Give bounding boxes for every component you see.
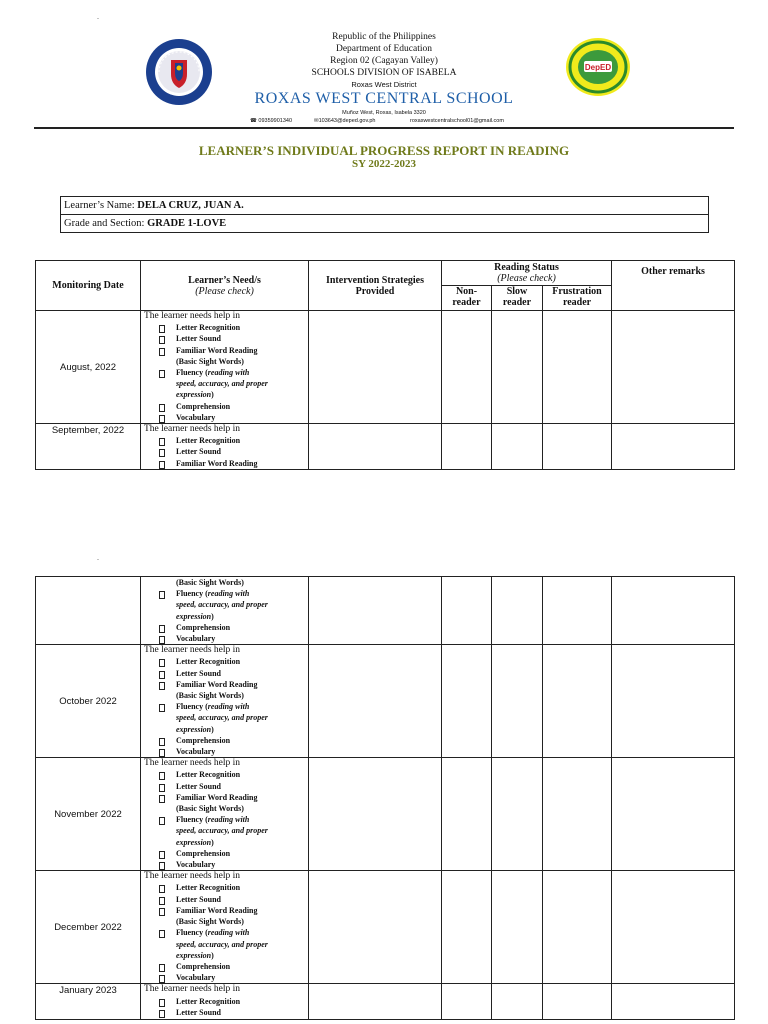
need-fluency-line3 xyxy=(144,837,308,848)
needs-cell-october xyxy=(141,645,309,758)
need-fluency-line2 xyxy=(144,599,308,610)
need-letter-recognition[interactable] xyxy=(144,882,308,893)
slow-reader-cell[interactable] xyxy=(492,871,543,984)
need-letter-recognition-label: Letter Recognition xyxy=(176,436,241,446)
header-intervention: Intervention Strategies Provided xyxy=(309,261,442,311)
need-fluency-note: reading with xyxy=(207,702,250,712)
need-vocabulary[interactable] xyxy=(144,972,308,983)
header-monitoring-date: Monitoring Date xyxy=(36,261,141,311)
need-familiar-word-label: Familiar Word Reading xyxy=(176,679,258,689)
need-fluency-note: reading with xyxy=(207,368,250,378)
email-deped: 103643@deped.gov.ph xyxy=(318,118,376,124)
frustration-reader-cell[interactable] xyxy=(543,424,612,470)
header-non-reader-line2: reader xyxy=(452,297,481,308)
need-fluency-line3 xyxy=(144,389,308,400)
need-fluency-close: ) xyxy=(211,837,214,847)
need-fluency-line2-text: speed, accuracy, and proper xyxy=(176,939,268,949)
need-letter-sound-label: Letter Sound xyxy=(176,334,221,344)
intervention-cell[interactable] xyxy=(309,758,442,871)
need-fluency[interactable] xyxy=(144,814,308,825)
header-department: Department of Education xyxy=(335,44,433,54)
need-letter-recognition-label: Letter Recognition xyxy=(176,883,241,893)
monitoring-date-september-cont xyxy=(36,577,141,645)
header-frustration-reader-line1: Frustration xyxy=(552,286,602,297)
frustration-reader-cell[interactable] xyxy=(543,871,612,984)
learner-name-row xyxy=(61,197,709,215)
need-fluency-line2-text: speed, accuracy, and proper xyxy=(176,713,268,723)
need-fluency[interactable] xyxy=(144,927,308,938)
need-familiar-word-label: Familiar Word Reading xyxy=(176,458,258,468)
header-division: SCHOOLS DIVISION OF ISABELA xyxy=(311,68,457,78)
remarks-cell[interactable] xyxy=(612,645,735,758)
progress-table-page-2 xyxy=(35,576,735,1020)
need-letter-recognition[interactable] xyxy=(144,769,308,780)
school-address: Muñoz West, Roxas, Isabela 3320 xyxy=(342,110,426,116)
need-vocabulary[interactable] xyxy=(144,746,308,757)
needs-intro: The learner needs help in xyxy=(144,645,241,656)
need-letter-sound[interactable] xyxy=(144,446,308,457)
needs-intro: The learner needs help in xyxy=(144,758,241,769)
frustration-reader-cell[interactable] xyxy=(543,311,612,424)
need-vocabulary-label: Vocabulary xyxy=(176,412,216,422)
frustration-reader-cell[interactable] xyxy=(543,758,612,871)
need-fluency-line3 xyxy=(144,950,308,961)
needs-cell-september-cont xyxy=(141,577,309,645)
need-fluency[interactable] xyxy=(144,701,308,712)
grade-section-row xyxy=(61,215,709,233)
need-comprehension[interactable] xyxy=(144,401,308,412)
need-comprehension-label: Comprehension xyxy=(176,961,231,971)
need-letter-sound-label: Letter Sound xyxy=(176,447,221,457)
needs-cell-january xyxy=(141,984,309,1020)
need-letter-recognition[interactable] xyxy=(144,435,308,446)
non-reader-cell[interactable] xyxy=(442,645,492,758)
grade-section-label: Grade and Section: xyxy=(64,218,145,229)
monitoring-date-october: October 2022 xyxy=(36,645,141,758)
need-fluency-line3 xyxy=(144,611,308,622)
monitoring-date-december: December 2022 xyxy=(36,871,141,984)
slow-reader-cell[interactable] xyxy=(492,645,543,758)
slow-reader-cell[interactable] xyxy=(492,424,543,470)
needs-intro: The learner needs help in xyxy=(144,424,241,435)
need-fluency-label: Fluency ( xyxy=(176,589,208,599)
need-fluency-line3-text: expression xyxy=(176,390,212,400)
need-fluency-label: Fluency ( xyxy=(176,928,208,938)
remarks-cell[interactable] xyxy=(612,577,735,645)
need-basic-sight-words: (Basic Sight Words) xyxy=(176,691,244,701)
non-reader-cell[interactable] xyxy=(442,871,492,984)
need-fluency-note: reading with xyxy=(207,589,250,599)
need-comprehension[interactable] xyxy=(144,848,308,859)
need-fluency-line3-text: expression xyxy=(176,611,212,621)
need-fluency-note: reading with xyxy=(207,815,250,825)
school-name: ROXAS WEST CENTRAL SCHOOL xyxy=(254,90,514,107)
header-reading-status-hint: (Please check) xyxy=(497,273,556,284)
need-familiar-word-label: Familiar Word Reading xyxy=(176,345,258,355)
need-vocabulary-label: Vocabulary xyxy=(176,747,216,757)
contact-email-deped xyxy=(314,118,375,124)
need-vocabulary[interactable] xyxy=(144,412,308,423)
needs-cell-september xyxy=(141,424,309,470)
contact-phone xyxy=(250,118,292,124)
need-letter-sound-label: Letter Sound xyxy=(176,1007,221,1017)
monitoring-date-january: January 2023 xyxy=(36,984,141,1020)
need-comprehension-label: Comprehension xyxy=(176,848,231,858)
slow-reader-cell[interactable] xyxy=(492,311,543,424)
need-comprehension[interactable] xyxy=(144,622,308,633)
need-fluency-line2-text: speed, accuracy, and proper xyxy=(176,379,268,389)
header-republic: Republic of the Philippines xyxy=(332,32,436,42)
header-rule xyxy=(34,127,734,129)
intervention-cell[interactable] xyxy=(309,645,442,758)
needs-cell-december xyxy=(141,871,309,984)
need-fluency-label: Fluency ( xyxy=(176,815,208,825)
non-reader-cell[interactable] xyxy=(442,311,492,424)
need-fluency-line2-text: speed, accuracy, and proper xyxy=(176,826,268,836)
frustration-reader-cell[interactable] xyxy=(543,577,612,645)
need-basic-sight-words: (Basic Sight Words) xyxy=(176,356,244,366)
need-letter-sound-label: Letter Sound xyxy=(176,781,221,791)
learner-name-label: Learner’s Name: xyxy=(64,200,135,211)
header-slow-reader xyxy=(492,286,543,311)
need-letter-recognition-label: Letter Recognition xyxy=(176,996,241,1006)
need-fluency-line3-text: expression xyxy=(176,950,212,960)
phone-number: 09359901340 xyxy=(258,118,293,124)
stray-mark: . xyxy=(97,12,99,21)
header-other-remarks: Other remarks xyxy=(612,261,735,311)
intervention-cell[interactable] xyxy=(309,871,442,984)
header-learner-needs-label: Learner’s Need/s xyxy=(188,274,261,286)
need-vocabulary[interactable] xyxy=(144,859,308,870)
need-fluency-line2 xyxy=(144,378,308,389)
intervention-cell[interactable] xyxy=(309,424,442,470)
frustration-reader-cell[interactable] xyxy=(543,645,612,758)
need-letter-sound[interactable] xyxy=(144,781,308,792)
need-letter-sound-label: Letter Sound xyxy=(176,668,221,678)
needs-intro: The learner needs help in xyxy=(144,871,241,882)
needs-cell-november xyxy=(141,758,309,871)
remarks-cell[interactable] xyxy=(612,758,735,871)
header-reading-status-label: Reading Status xyxy=(494,262,559,273)
remarks-cell[interactable] xyxy=(612,871,735,984)
remarks-cell[interactable] xyxy=(612,311,735,424)
need-basic-sight-words: (Basic Sight Words) xyxy=(176,917,244,927)
need-basic-sight-words: (Basic Sight Words) xyxy=(176,804,244,814)
need-comprehension-label: Comprehension xyxy=(176,401,231,411)
need-fluency-close: ) xyxy=(211,390,214,400)
need-vocabulary[interactable] xyxy=(144,633,308,644)
need-familiar-word-label: Familiar Word Reading xyxy=(176,905,258,915)
learner-name-value: DELA CRUZ, JUAN A. xyxy=(137,200,244,211)
need-fluency-close: ) xyxy=(211,950,214,960)
need-vocabulary-label: Vocabulary xyxy=(176,860,216,870)
header-district: Roxas West District xyxy=(351,80,417,89)
need-familiar-word[interactable] xyxy=(144,458,308,469)
slow-reader-cell[interactable] xyxy=(492,577,543,645)
need-letter-sound[interactable] xyxy=(144,333,308,344)
header-learner-needs xyxy=(141,261,309,311)
need-fluency-label: Fluency ( xyxy=(176,702,208,712)
need-comprehension-label: Comprehension xyxy=(176,622,231,632)
need-comprehension-label: Comprehension xyxy=(176,735,231,745)
remarks-cell[interactable] xyxy=(612,424,735,470)
need-letter-sound[interactable] xyxy=(144,668,308,679)
header-slow-reader-line1: Slow xyxy=(506,286,528,297)
non-reader-cell[interactable] xyxy=(442,758,492,871)
intervention-cell[interactable] xyxy=(309,577,442,645)
need-fluency-line3-text: expression xyxy=(176,837,212,847)
learner-info-box xyxy=(60,196,709,233)
header-non-reader-line1: Non- xyxy=(455,286,478,297)
slow-reader-cell[interactable] xyxy=(492,984,543,1020)
need-letter-recognition-label: Letter Recognition xyxy=(176,657,241,667)
monitoring-date-november: November 2022 xyxy=(36,758,141,871)
progress-table-page-1 xyxy=(35,260,735,470)
need-fluency-line2 xyxy=(144,712,308,723)
header-frustration-reader-line2: reader xyxy=(562,297,592,308)
need-fluency-line2 xyxy=(144,825,308,836)
intervention-cell[interactable] xyxy=(309,984,442,1020)
need-fluency-line2 xyxy=(144,939,308,950)
need-vocabulary-label: Vocabulary xyxy=(176,973,216,983)
need-letter-sound[interactable] xyxy=(144,1007,308,1018)
need-letter-recognition[interactable] xyxy=(144,996,308,1007)
need-letter-recognition-label: Letter Recognition xyxy=(176,323,241,333)
contact-email-school: roxaswestcentralschool01@gmail.com xyxy=(410,118,504,124)
needs-cell-august xyxy=(141,311,309,424)
header-non-reader xyxy=(442,286,492,311)
need-familiar-word[interactable] xyxy=(144,792,308,803)
need-basic-sight-words: (Basic Sight Words) xyxy=(176,578,244,587)
report-title: LEARNER’S INDIVIDUAL PROGRESS REPORT IN READING xyxy=(198,143,570,158)
non-reader-cell[interactable] xyxy=(442,424,492,470)
need-fluency-note: reading with xyxy=(207,928,250,938)
need-fluency[interactable] xyxy=(144,367,308,378)
header-slow-reader-line2: reader xyxy=(502,297,532,308)
report-school-year: SY 2022-2023 xyxy=(351,158,417,170)
header-reading-status xyxy=(442,261,612,286)
need-fluency-label: Fluency ( xyxy=(176,368,208,378)
need-fluency[interactable] xyxy=(144,588,308,599)
school-logo-text: DepED xyxy=(584,63,612,72)
need-letter-sound[interactable] xyxy=(144,894,308,905)
monitoring-date-september: September, 2022 xyxy=(36,424,141,470)
needs-intro: The learner needs help in xyxy=(144,311,241,321)
non-reader-cell[interactable] xyxy=(442,577,492,645)
slow-reader-cell[interactable] xyxy=(492,758,543,871)
needs-intro: The learner needs help in xyxy=(144,984,241,995)
need-fluency-line3 xyxy=(144,724,308,735)
need-comprehension[interactable] xyxy=(144,961,308,972)
need-comprehension[interactable] xyxy=(144,735,308,746)
need-letter-sound-label: Letter Sound xyxy=(176,894,221,904)
grade-section-value: GRADE 1-LOVE xyxy=(147,218,227,229)
need-letter-recognition-label: Letter Recognition xyxy=(176,770,241,780)
need-familiar-word[interactable] xyxy=(144,679,308,690)
need-fluency-close: ) xyxy=(211,724,214,734)
need-fluency-line2-text: speed, accuracy, and proper xyxy=(176,600,268,610)
header-region: Region 02 (Cagayan Valley) xyxy=(330,56,438,66)
need-familiar-word[interactable] xyxy=(144,905,308,916)
need-vocabulary-label: Vocabulary xyxy=(176,634,216,644)
monitoring-date-august: August, 2022 xyxy=(36,311,141,424)
need-familiar-word-label: Familiar Word Reading xyxy=(176,792,258,802)
frustration-reader-cell[interactable] xyxy=(543,984,612,1020)
need-letter-recognition[interactable] xyxy=(144,322,308,333)
need-fluency-close: ) xyxy=(211,611,214,621)
intervention-cell[interactable] xyxy=(309,311,442,424)
remarks-cell[interactable] xyxy=(612,984,735,1020)
non-reader-cell[interactable] xyxy=(442,984,492,1020)
mail-icon: ✉ xyxy=(314,118,319,124)
header-learner-needs-hint: (Please check) xyxy=(195,285,254,297)
need-letter-recognition[interactable] xyxy=(144,656,308,667)
need-fluency-line3-text: expression xyxy=(176,724,212,734)
phone-icon: ☎ xyxy=(250,118,259,124)
header-frustration-reader xyxy=(543,286,612,311)
stray-mark: . xyxy=(97,553,99,562)
need-familiar-word[interactable] xyxy=(144,345,308,356)
